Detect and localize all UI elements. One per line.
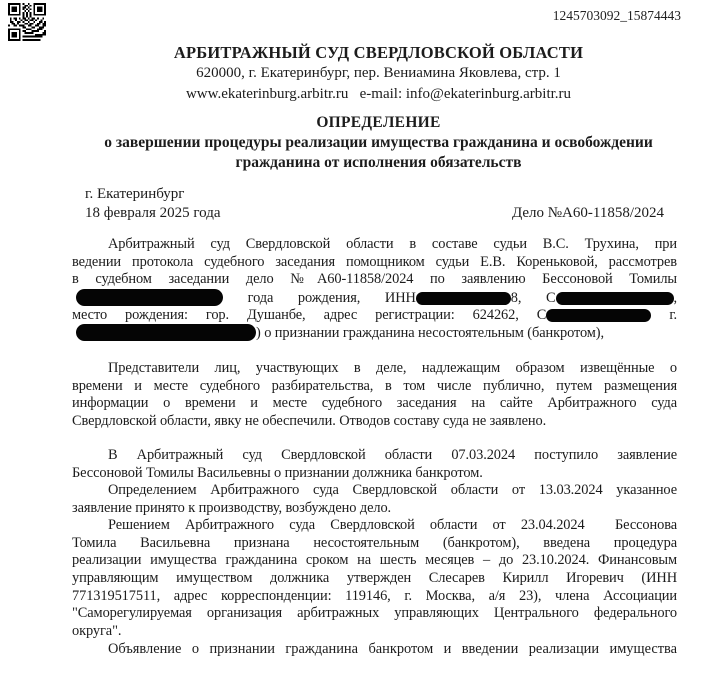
body-line: Представители лиц, участвующих в деле, надлежащим образом извещённые о xyxy=(108,360,677,376)
document-id: 1245703092_15874443 xyxy=(552,8,681,23)
document-title-block xyxy=(70,113,687,173)
paragraph-decision xyxy=(72,517,677,641)
paragraph-acceptance xyxy=(72,482,677,517)
body-line: заявление принято к производству, возбуждено дело. xyxy=(72,499,392,516)
body-line: в судебном заседании дело №А60-11858/2024 по заявлению Бессоновой Томилы xyxy=(72,271,677,288)
body-line: Томила Васильевна признана несостоятельным (банкротом), введена процедура xyxy=(72,534,677,551)
body-line: информации о времени и месте судебного заседания на сайте Арбитражного суда xyxy=(72,395,677,412)
body-line: управляющим имуществом должника утвержден Слесарев Кирилл Игоревич (ИНН xyxy=(72,570,677,587)
redaction-bar xyxy=(416,292,511,305)
body-line: В Арбитражный суд Свердловской области 07.03.2024 поступило заявление xyxy=(108,447,677,463)
court-header xyxy=(70,42,687,105)
body-line: "Саморегулируемая организация арбитражных управляющих Центрального федерального xyxy=(72,605,677,622)
body-text: года рождения, ИНН xyxy=(247,290,416,307)
redaction-bar xyxy=(76,289,223,306)
body-line: Свердловской области, явку не обеспечили. Отводов составу суда не заявлено. xyxy=(72,413,547,430)
body-line: округа". xyxy=(72,623,122,640)
redaction-bar xyxy=(556,292,674,305)
paragraph-representatives xyxy=(72,360,677,431)
body-line: 771319517511, адрес корреспонденции: 119146, г. Москва, а/я 23), члена Ассоциации xyxy=(72,587,677,604)
paragraph-case-composition xyxy=(72,236,677,342)
city-label: г. Екатеринбург xyxy=(85,186,185,202)
body-line: Решением Арбитражного суда Свердловской области от 23.04.2024 Бессонова xyxy=(108,517,677,533)
redacted-line-address xyxy=(72,307,677,325)
body-text: С xyxy=(546,290,556,307)
court-contacts: www.ekaterinburg.arbitr.ru e-mail: info@ekaterinburg.arbitr.ru xyxy=(185,86,572,102)
court-address: 620000, г. Екатеринбург, пер. Вениамина Яковлева, стр. 1 xyxy=(196,65,561,81)
clipped-bottom-line xyxy=(72,641,677,659)
body-line: Арбитражный суд Свердловской области в составе судьи В.С. Трухина, при xyxy=(108,236,677,252)
redaction-bar xyxy=(76,324,256,341)
qr-code-icon xyxy=(8,3,46,41)
body-text: г. xyxy=(669,306,677,323)
body-line: Определением Арбитражного суда Свердловской области от 13.03.2024 указанное xyxy=(108,482,677,498)
body-line: времени и месте судебного разбирательства, в том числе публично, путем размещения xyxy=(72,377,677,394)
body-line: реализации имущества гражданина сроком на шесть месяцев – до 23.10.2024. Финансовым xyxy=(72,552,677,569)
court-name: АРБИТРАЖНЫЙ СУД СВЕРДЛОВСКОЙ ОБЛАСТИ xyxy=(173,43,584,62)
body-line: Бессоновой Томилы Васильевны о признании должника банкротом. xyxy=(72,464,483,481)
redacted-line-birthdata xyxy=(72,289,677,307)
body-line: ведении протокола судебного заседания помощником судьи Е.В. Кореньковой, рассмотрев xyxy=(72,253,677,270)
body-text: место рождения: гор. Душанбе, адрес регистрации: 624262, С xyxy=(72,306,547,323)
body-line: Объявление о признании гражданина банкротом и введении реализации имущества xyxy=(108,641,677,657)
redaction-bar xyxy=(546,309,651,322)
case-number: Дело №А60-11858/2024 xyxy=(511,205,664,221)
document-subtitle-line1: о завершении процедуры реализации имущества гражданина и освобождении xyxy=(104,134,653,151)
date-label: 18 февраля 2025 года xyxy=(85,205,221,221)
body-text: , xyxy=(673,290,677,307)
paragraph-application xyxy=(72,447,677,482)
redacted-line-street xyxy=(72,324,677,342)
document-subtitle-line2: гражданина от исполнения обязательств xyxy=(235,154,522,171)
body-text: 8, xyxy=(510,290,522,307)
body-text: ) о признании гражданина несостоятельным (банкротом), xyxy=(256,325,605,342)
document-title: ОПРЕДЕЛЕНИЕ xyxy=(316,114,441,131)
